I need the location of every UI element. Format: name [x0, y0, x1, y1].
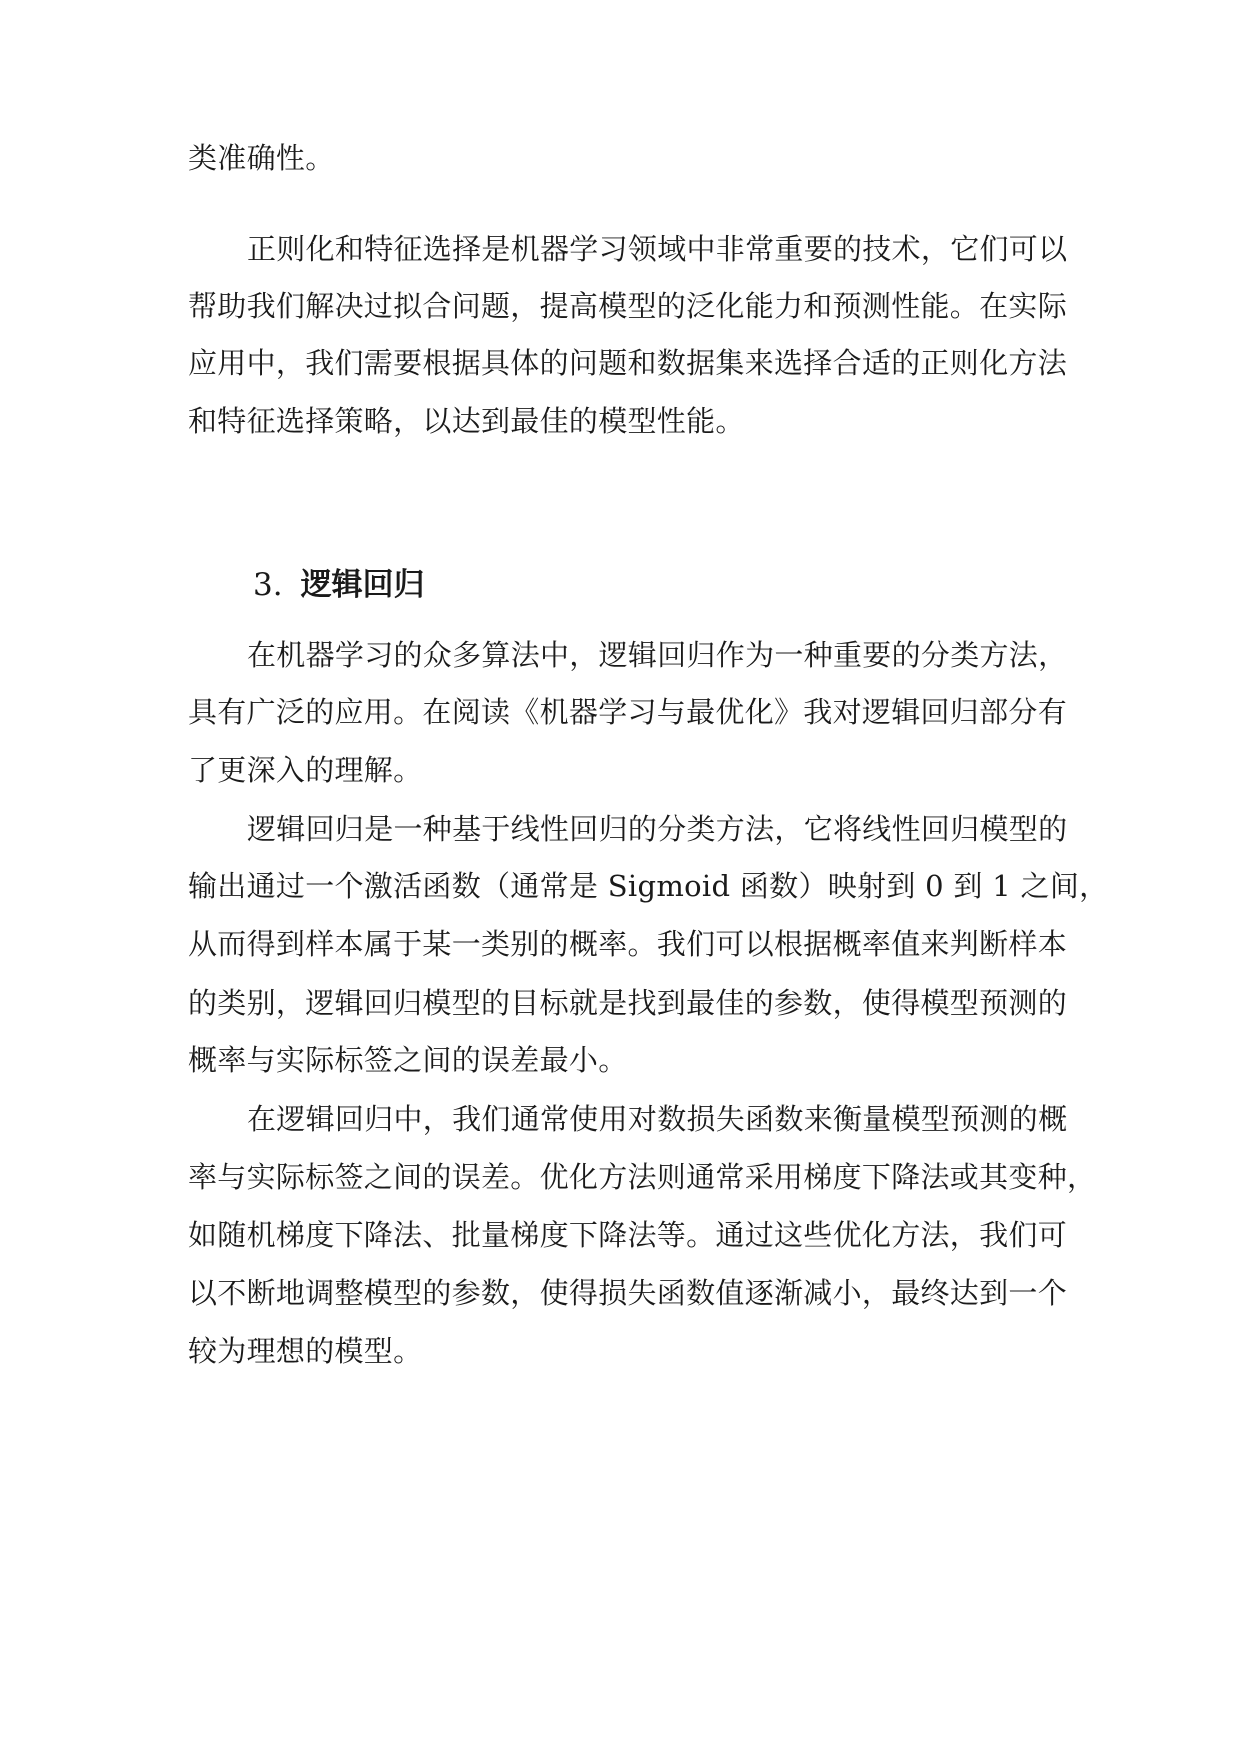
section-title: 逻辑回归: [300, 567, 425, 603]
paragraph-line: 从而得到样本属于某一类别的概率。我们可以根据概率值来判断样本: [188, 927, 1068, 961]
section-number: 3.: [253, 567, 283, 603]
paragraph-line: 了更深入的理解。: [188, 753, 423, 787]
paragraph-line: 正则化和特征选择是机器学习领域中非常重要的技术，它们可以: [247, 232, 1068, 266]
paragraph-line: 具有广泛的应用。在阅读《机器学习与最优化》我对逻辑回归部分有: [188, 695, 1068, 729]
paragraph-line: 输出通过一个激活函数（通常是 Sigmoid 函数）映射到 0 到 1 之间，: [188, 869, 1109, 903]
paragraph-line: 类准确性。: [188, 141, 335, 175]
paragraph-line: 率与实际标签之间的误差。优化方法则通常采用梯度下降法或其变种，: [188, 1160, 1097, 1194]
paragraph-line: 以不断地调整模型的参数，使得损失函数值逐渐减小，最终达到一个: [188, 1276, 1068, 1310]
paragraph-line: 较为理想的模型。: [188, 1334, 423, 1368]
paragraph-line: 在逻辑回归中，我们通常使用对数损失函数来衡量模型预测的概: [247, 1102, 1068, 1136]
paragraph-line: 逻辑回归是一种基于线性回归的分类方法，它将线性回归模型的: [247, 812, 1068, 846]
paragraph-line: 的类别，逻辑回归模型的目标就是找到最佳的参数，使得模型预测的: [188, 986, 1068, 1020]
paragraph-line: 和特征选择策略，以达到最佳的模型性能。: [188, 404, 745, 438]
paragraph-line: 如随机梯度下降法、批量梯度下降法等。通过这些优化方法，我们可: [188, 1218, 1068, 1252]
paragraph-line: 帮助我们解决过拟合问题，提高模型的泛化能力和预测性能。在实际: [188, 289, 1068, 323]
section-heading: [253, 563, 425, 607]
paragraph-line: 概率与实际标签之间的误差最小。: [188, 1043, 628, 1077]
paragraph-line: 在机器学习的众多算法中，逻辑回归作为一种重要的分类方法，: [247, 638, 1068, 672]
paragraph-line: 应用中，我们需要根据具体的问题和数据集来选择合适的正则化方法: [188, 346, 1068, 380]
